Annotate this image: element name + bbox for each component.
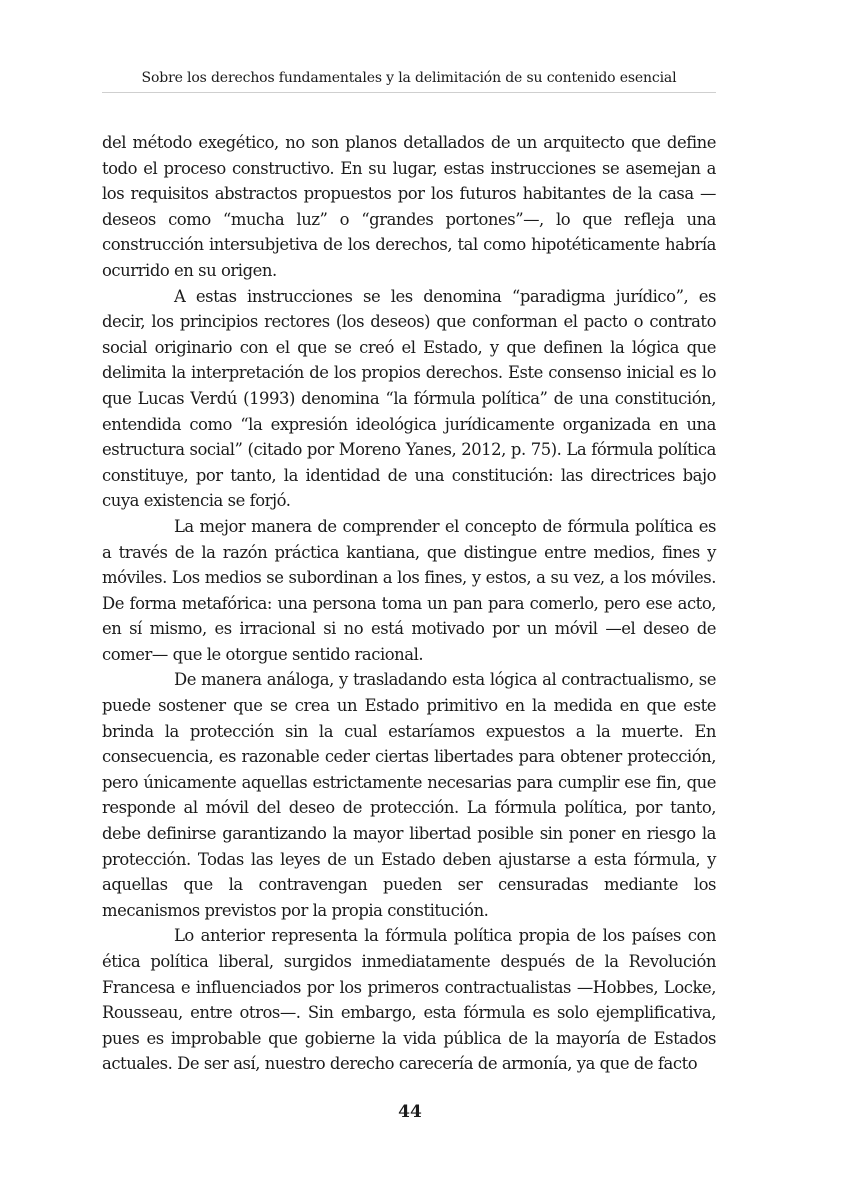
header-rule [102, 92, 716, 93]
paragraph: A estas instrucciones se les denomina “paradigma jurídico”, es decir, los principios rectores (los deseos) que conforman el pacto o contrato social originario con el que se creó el Estado, y que definen la lógica que delimita la interpretación de los propios derechos. Este consenso inicial es lo que Lucas Verdú (1993) denomina “la fórmula política” de una constitución, entendida como “la expresión ideológica jurídicamente organizada en una estructura social” (citado por Moreno Yanes, 2012, p. 75). La fórmula política constituye, por tanto, la identidad de una constitución: las directrices bajo cuya existencia se forjó. [102, 286, 716, 511]
paragraph: De manera análoga, y trasladando esta lógica al contractualismo, se puede sostener que se crea un Estado primitivo en la medida en que este brinda la protección sin la cual estaríamos expuestos a la muerte. En consecuencia, es razonable ceder ciertas libertades para obtener protección, pero únicamente aquellas estrictamente necesarias para cumplir ese fin, que responde al móvil del deseo de protección. La fórmula política, por tanto, debe definirse garantizando la mayor libertad posible sin poner en riesgo la protección. Todas las leyes de un Estado deben ajustarse a esta fórmula, y aquellas que la contravengan pueden ser censuradas mediante los mecanismos previstos por la propia constitución. [102, 670, 716, 920]
body-text [102, 130, 716, 1077]
paragraph: Lo anterior representa la fórmula política propia de los países con ética política liberal, surgidos inmediatamente después de la Revolución Francesa e influenciados por los primeros contractualistas —Hobbes, Locke, Rousseau, entre otros—. Sin embargo, esta fórmula es solo ejemplificativa, pues es improbable que gobierne la vida pública de la mayoría de Estados actuales. De ser así, nuestro derecho carecería de armonía, ya que de facto [102, 926, 716, 1074]
running-head: Sobre los derechos fundamentales y la delimitación de su contenido esencial [141, 70, 677, 86]
paragraph-continuation: del método exegético, no son planos detallados de un arquitecto que define todo el proceso constructivo. En su lugar, estas instrucciones se asemejan a los requisitos abstractos propuestos por los futuros habitantes de la casa —deseos como “mucha luz” o “grandes portones”—, lo que refleja una construcción intersubjetiva de los derechos, tal como hipotéticamente habría ocurrido en su origen. [102, 133, 716, 280]
page-number: 44 [398, 1102, 422, 1122]
paragraph: La mejor manera de comprender el concepto de fórmula política es a través de la razón práctica kantiana, que distingue entre medios, fines y móviles. Los medios se subordinan a los fines, y estos, a su vez, a los móviles. De forma metafórica: una persona toma un pan para comerlo, pero ese acto, en sí mismo, es irracional si no está motivado por un móvil —el deseo de comer— que le otorgue sentido racional. [102, 516, 716, 664]
